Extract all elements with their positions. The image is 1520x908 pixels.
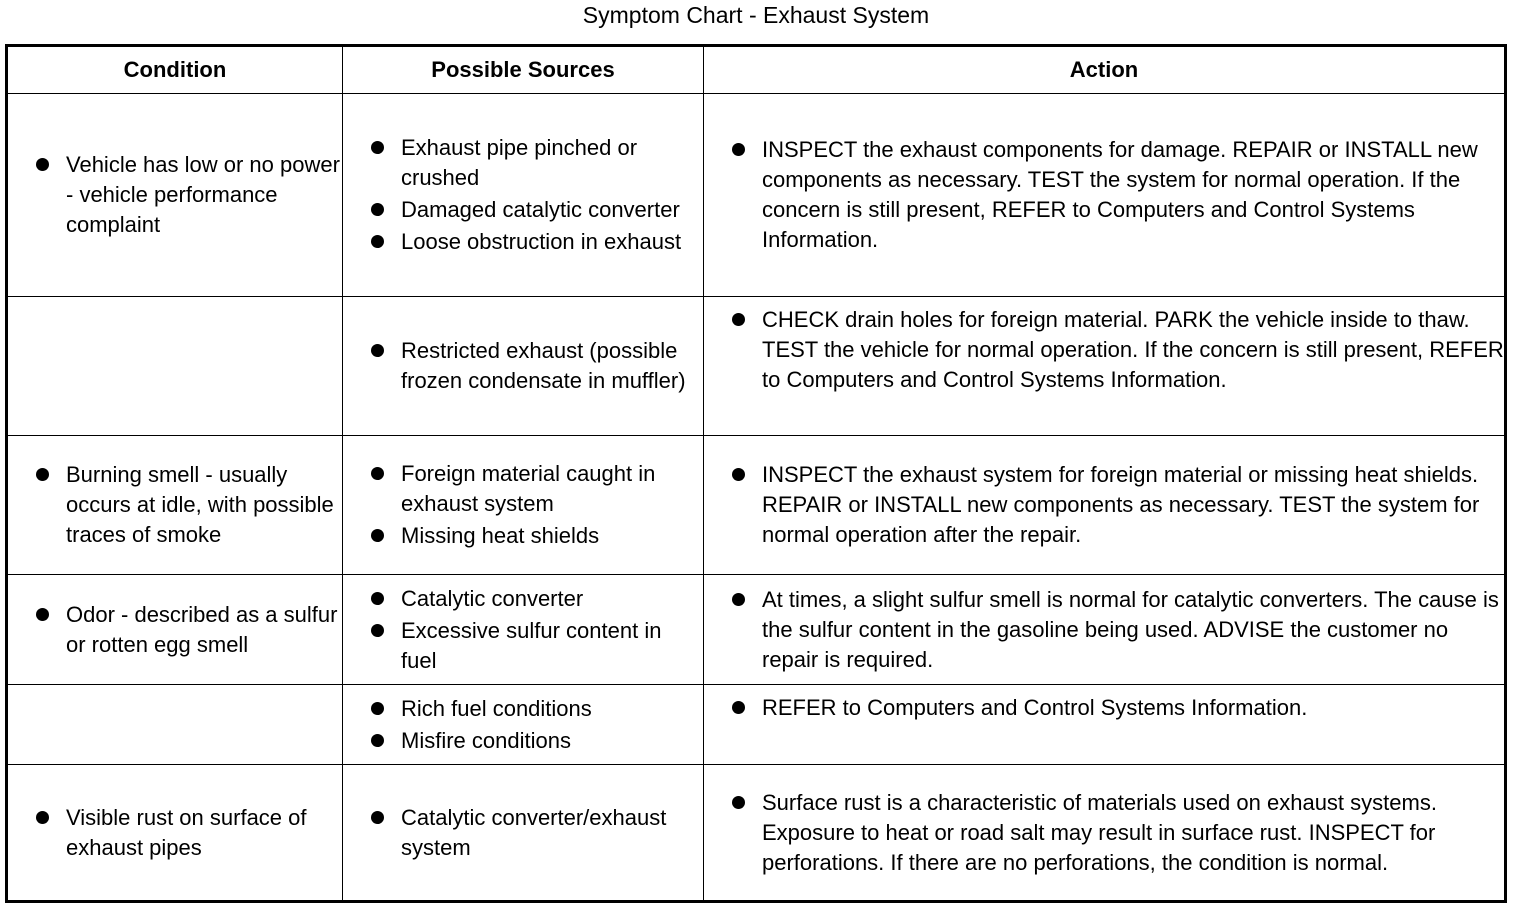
table-row: [7, 575, 1506, 685]
list-item: INSPECT the exhaust system for foreign material or missing heat shields. REPAIR or INSTALL new components as necessary. TEST the system for normal operation after the repair.: [716, 460, 1504, 550]
action-cell: [704, 575, 1506, 685]
action-cell: [704, 94, 1506, 297]
condition-cell-empty: [7, 685, 343, 765]
list-item: Surface rust is a characteristic of materials used on exhaust systems. Exposure to heat or road salt may result in surface rust. INSPECT for perforations. If there are no perforations, the condition is normal.: [716, 788, 1504, 878]
sources-cell: [343, 436, 704, 575]
header-possible-sources: Possible Sources: [343, 46, 704, 94]
list-item: Odor - described as a sulfur or rotten egg smell: [20, 600, 342, 660]
header-action: Action: [704, 46, 1506, 94]
list-item: Damaged catalytic converter: [355, 195, 703, 225]
action-cell: [704, 297, 1506, 436]
list-item: Missing heat shields: [355, 521, 703, 551]
condition-list: [20, 150, 342, 240]
sources-list: [355, 584, 703, 676]
table-row: [7, 685, 1506, 765]
action-list: [716, 135, 1504, 255]
sources-cell: [343, 575, 704, 685]
list-item: Misfire conditions: [355, 726, 703, 756]
list-item: Exhaust pipe pinched or crushed: [355, 133, 703, 193]
list-item: REFER to Computers and Control Systems Information.: [716, 693, 1504, 723]
table-header-row: [7, 46, 1506, 94]
list-item: At times, a slight sulfur smell is normal for catalytic converters. The cause is the sulfur content in the gasoline being used. ADVISE the customer no repair is required.: [716, 585, 1504, 675]
list-item: Restricted exhaust (possible frozen condensate in muffler): [355, 336, 703, 396]
action-list: [716, 788, 1504, 878]
list-item: CHECK drain holes for foreign material. PARK the vehicle inside to thaw. TEST the vehicle for normal operation. If the concern is still present, REFER to Computers and Control Systems Information.: [716, 305, 1504, 395]
condition-list: [20, 460, 342, 550]
list-item: Catalytic converter: [355, 584, 703, 614]
condition-cell: [7, 94, 343, 297]
symptom-chart-table: [5, 44, 1507, 903]
action-cell: [704, 685, 1506, 765]
sources-cell: [343, 685, 704, 765]
sources-list: [355, 803, 703, 863]
sources-cell: [343, 765, 704, 902]
action-list: [716, 585, 1504, 675]
sources-cell: [343, 297, 704, 436]
list-item: Foreign material caught in exhaust system: [355, 459, 703, 519]
condition-list: [20, 600, 342, 660]
sources-list: [355, 459, 703, 551]
page-title: Symptom Chart - Exhaust System: [582, 2, 930, 28]
condition-cell: [7, 575, 343, 685]
header-condition: Condition: [7, 46, 343, 94]
sources-cell: [343, 94, 704, 297]
action-list: [716, 305, 1504, 395]
sources-list: [355, 133, 703, 257]
list-item: Rich fuel conditions: [355, 694, 703, 724]
condition-cell-empty: [7, 297, 343, 436]
condition-cell: [7, 436, 343, 575]
action-list: [716, 460, 1504, 550]
table-row: [7, 94, 1506, 297]
table-row: [7, 436, 1506, 575]
action-cell: [704, 765, 1506, 902]
action-list: [716, 693, 1504, 723]
list-item: Excessive sulfur content in fuel: [355, 616, 703, 676]
list-item: Vehicle has low or no power - vehicle performance complaint: [20, 150, 342, 240]
sources-list: [355, 336, 703, 396]
table-row: [7, 297, 1506, 436]
condition-cell: [7, 765, 343, 902]
list-item: Visible rust on surface of exhaust pipes: [20, 803, 342, 863]
condition-list: [20, 803, 342, 863]
action-cell: [704, 436, 1506, 575]
table-row: [7, 765, 1506, 902]
list-item: Loose obstruction in exhaust: [355, 227, 703, 257]
list-item: Burning smell - usually occurs at idle, with possible traces of smoke: [20, 460, 342, 550]
sources-list: [355, 694, 703, 756]
list-item: Catalytic converter/exhaust system: [355, 803, 703, 863]
list-item: INSPECT the exhaust components for damage. REPAIR or INSTALL new components as necessary. TEST the system for normal operation. If the concern is still present, REFER to Computers and Control Systems Information.: [716, 135, 1504, 255]
